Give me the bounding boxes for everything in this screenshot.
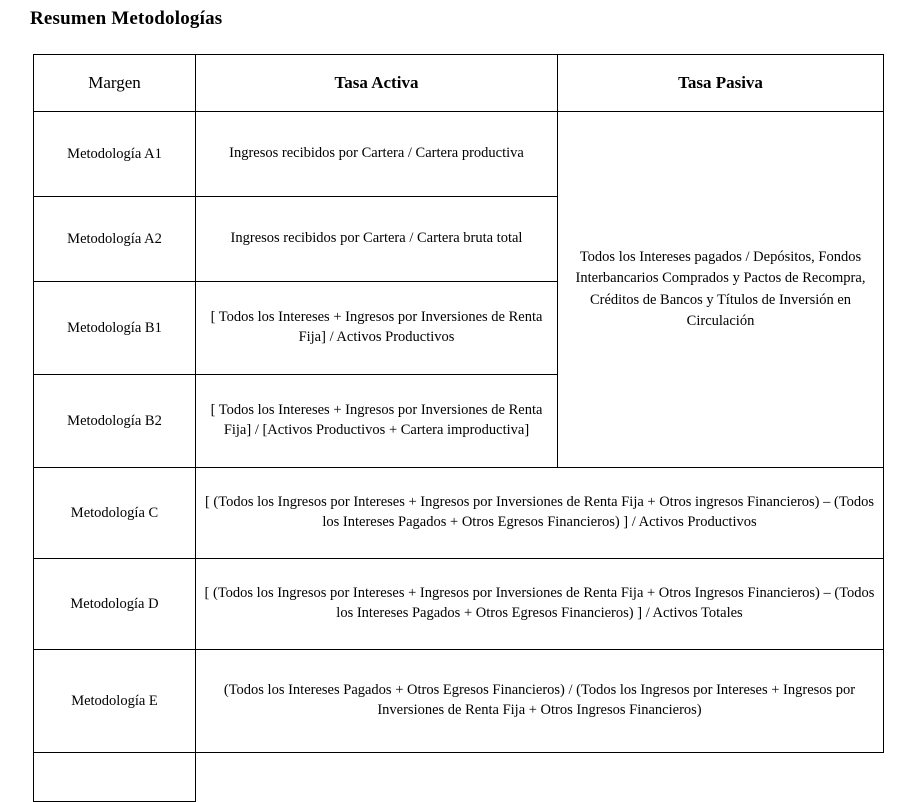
cell-tasa-activa: Ingresos recibidos por Cartera / Cartera bruta total [196, 197, 558, 282]
cell-margen: Metodología E [34, 650, 196, 753]
table-row [34, 559, 884, 650]
cell-tasa-pasiva-merged: Todos los Intereses pagados / Depósitos, Fondos Interbancarios Comprados y Pactos de Recompra, Créditos de Bancos y Títulos de Inversión en Circulación [558, 112, 884, 468]
table-body [34, 112, 884, 802]
cell-margen: Metodología A2 [34, 197, 196, 282]
column-header-margen: Margen [34, 55, 196, 112]
table-header-row [34, 55, 884, 112]
cell-empty-margen [34, 753, 196, 802]
table-row [34, 650, 884, 753]
cell-margen: Metodología A1 [34, 112, 196, 197]
column-header-tasa-activa: Tasa Activa [196, 55, 558, 112]
table-row [34, 112, 884, 197]
cell-empty-rest [196, 753, 884, 802]
cell-tasa-activa: Ingresos recibidos por Cartera / Cartera productiva [196, 112, 558, 197]
methodologies-table [33, 54, 884, 802]
cell-tasa-activa: [ Todos los Intereses + Ingresos por Inversiones de Renta Fija] / [Activos Productivos + Cartera improductiva] [196, 375, 558, 468]
cell-tasa-activa: (Todos los Intereses Pagados + Otros Egresos Financieros) / (Todos los Ingresos por Intereses + Ingresos por Inversiones de Renta Fija + Otros Ingresos Financieros) [196, 650, 884, 753]
table-row [34, 468, 884, 559]
cell-tasa-activa: [ (Todos los Ingresos por Intereses + Ingresos por Inversiones de Renta Fija + Otros Ingresos Financieros) – (Todos los Intereses Pagados + Otros Egresos Financieros) ] / Activos Totales [196, 559, 884, 650]
cell-margen: Metodología B2 [34, 375, 196, 468]
table-row-empty [34, 753, 884, 802]
cell-tasa-activa: [ (Todos los Ingresos por Intereses + Ingresos por Inversiones de Renta Fija + Otros ingresos Financieros) – (Todos los Intereses Pagados + Otros Egresos Financieros) ] / Activos Productivos [196, 468, 884, 559]
page-title: Resumen Metodologías [30, 8, 223, 29]
column-header-tasa-pasiva: Tasa Pasiva [558, 55, 884, 112]
table-header [34, 55, 884, 112]
cell-margen: Metodología C [34, 468, 196, 559]
cell-margen: Metodología D [34, 559, 196, 650]
cell-tasa-activa: [ Todos los Intereses + Ingresos por Inversiones de Renta Fija] / Activos Productivos [196, 282, 558, 375]
cell-margen: Metodología B1 [34, 282, 196, 375]
